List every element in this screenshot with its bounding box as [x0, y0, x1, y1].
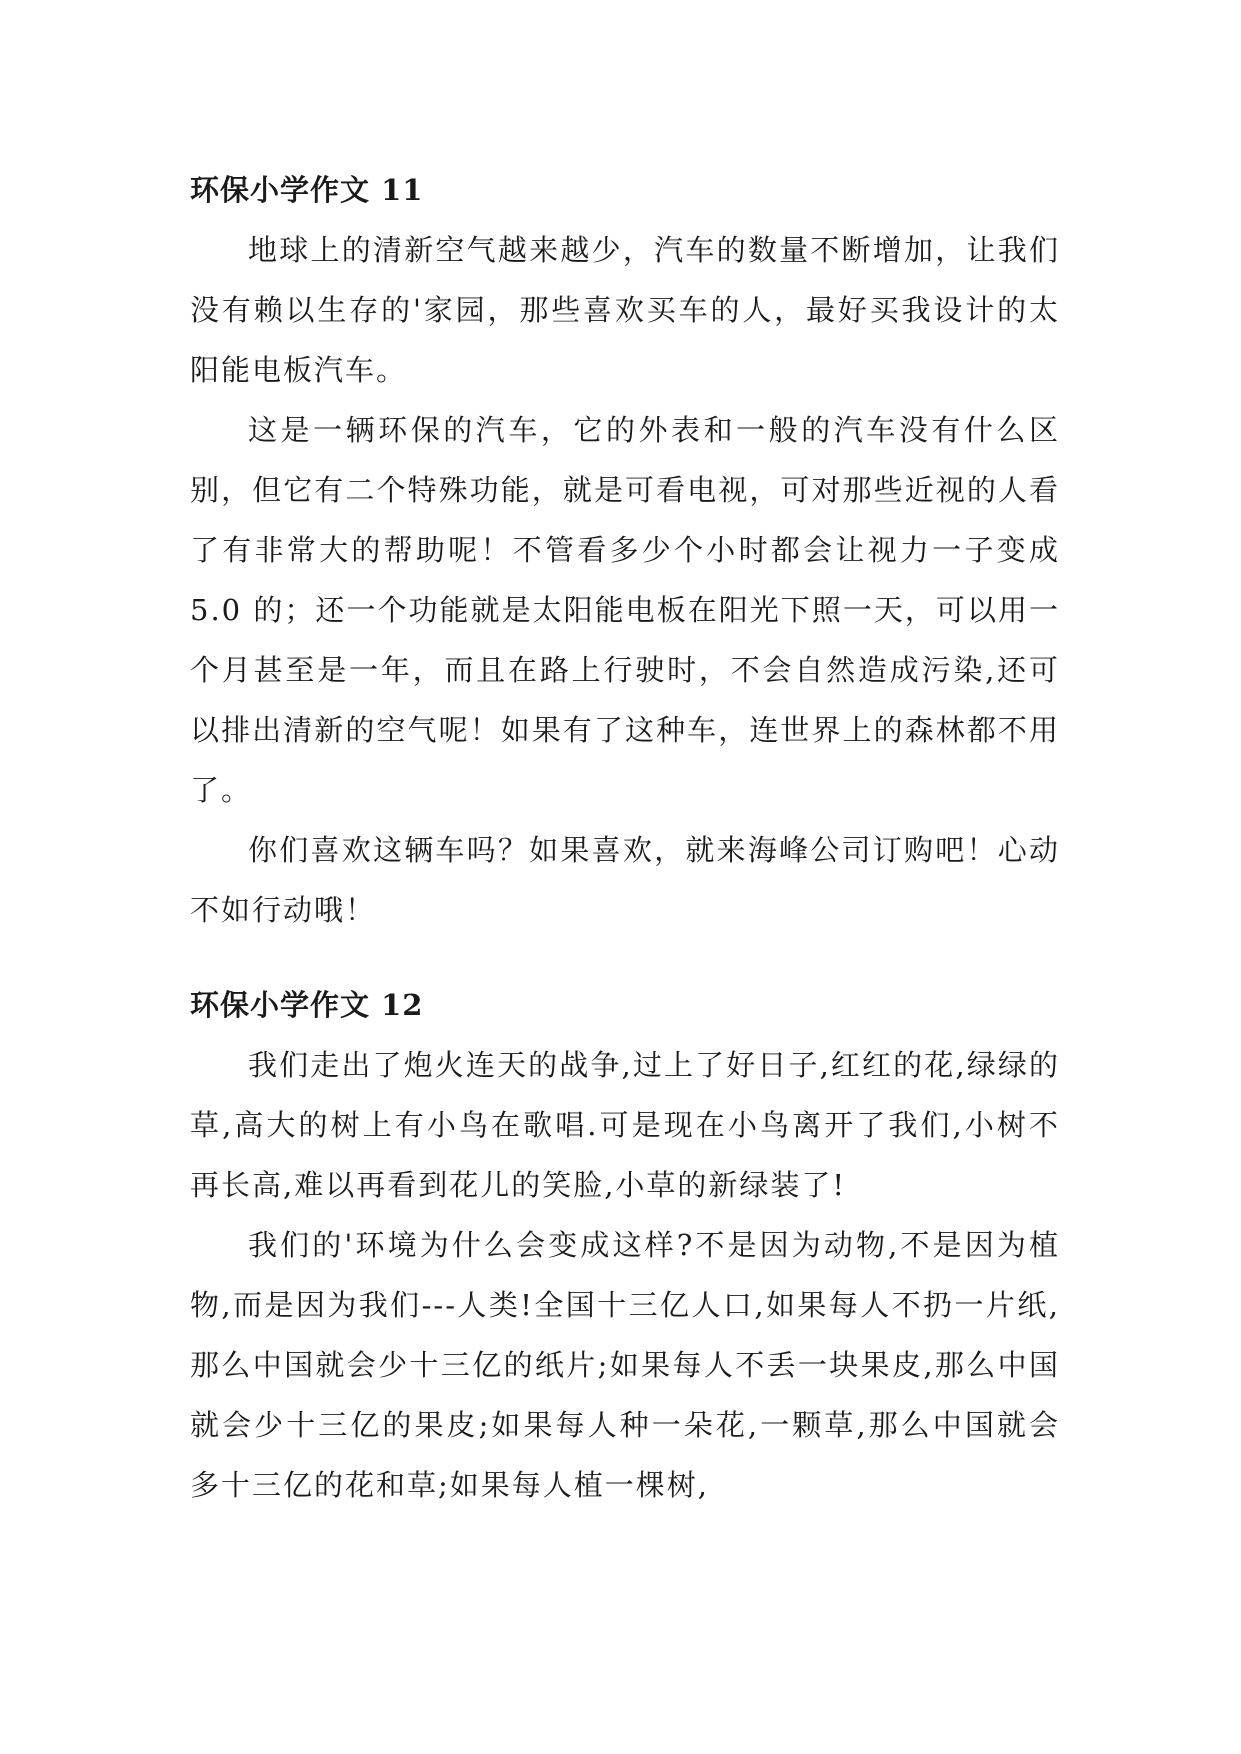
- essay-paragraph: 我们走出了炮火连天的战争,过上了好日子,红红的花,绿绿的草,高大的树上有小鸟在歌唱.可是现在小鸟离开了我们,小树不再长高,难以再看到花儿的笑脸,小草的新绿装了!: [190, 1048, 1060, 1202]
- essay-title: 环保小学作文 12: [190, 988, 424, 1022]
- essay-section: [190, 160, 1060, 940]
- essay-paragraph: 地球上的清新空气越来越少，汽车的数量不断增加，让我们没有赖以生存的'家园，那些喜欢买车的人，最好买我设计的太阳能电板汽车。: [190, 233, 1060, 387]
- essay-title: 环保小学作文 11: [190, 173, 424, 207]
- essay-paragraph: 你们喜欢这辆车吗？如果喜欢，就来海峰公司订购吧！心动不如行动哦！: [190, 833, 1060, 927]
- essay-paragraph: 这是一辆环保的汽车，它的外表和一般的汽车没有什么区别，但它有二个特殊功能，就是可看电视，可对那些近视的人看了有非常大的帮助呢！不管看多少个小时都会让视力一子变成 5.0 的；还一个功能就是太阳能电板在阳光下照一天，可以用一个月甚至是一年，而且在路上行驶时，不会自然造成污染,还可以排出清新的空气呢！如果有了这种车，连世界上的森林都不用了。: [190, 413, 1060, 807]
- essay-paragraph: 我们的'环境为什么会变成这样?不是因为动物,不是因为植物,而是因为我们---人类!全国十三亿人口,如果每人不扔一片纸,那么中国就会少十三亿的纸片;如果每人不丢一块果皮,那么中国就会少十三亿的果皮;如果每人种一朵花,一颗草,那么中国就会多十三亿的花和草;如果每人植一棵树,: [190, 1228, 1060, 1502]
- essay-section: [190, 975, 1060, 1515]
